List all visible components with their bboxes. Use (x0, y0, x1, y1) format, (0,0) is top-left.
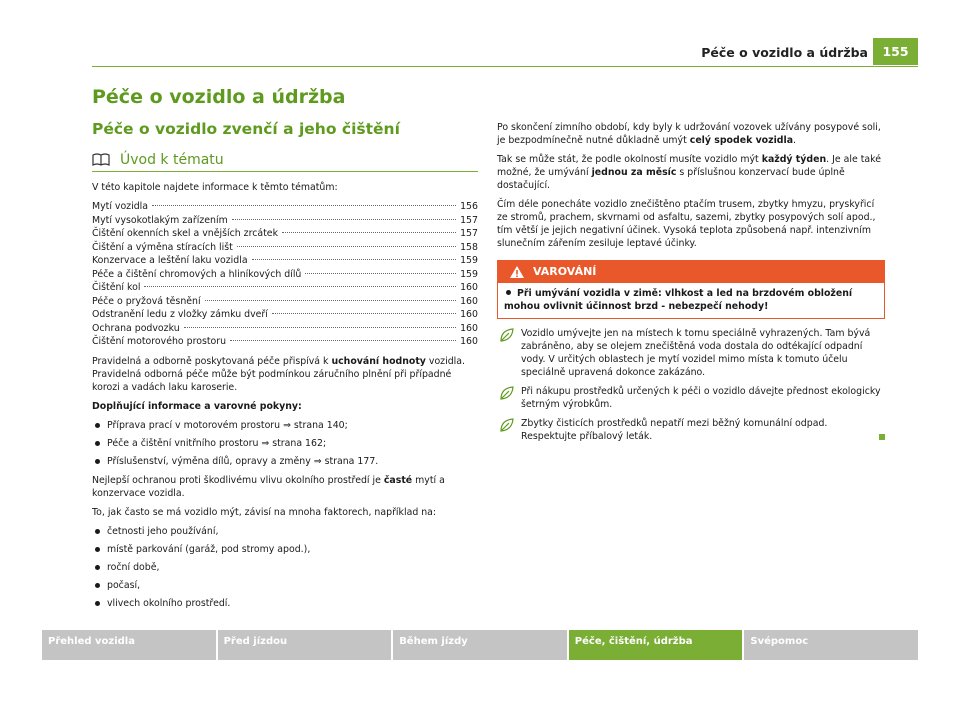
environment-note-text: Zbytky čisticích prostředků nepatří mezi běžný komunální odpad. Respektujte příbalový leták. (497, 417, 885, 443)
environment-note-text: Při nákupu prostředků určených k péči o vozidlo dávejte přednost ekologicky šetrným výrobkům. (521, 386, 881, 410)
list-item[interactable]: Péče a čištění vnitřního prostoru ⇒ strana 162; (92, 437, 478, 450)
toc-row[interactable]: Čištění kol 160 (92, 282, 478, 293)
toc-row[interactable]: Mytí vysokotlakým zařízením 157 (92, 214, 478, 226)
left-column (92, 181, 478, 616)
list-item[interactable]: Příprava prací v motorovém prostoru ⇒ strana 140; (92, 419, 478, 432)
header-title: Péče o vozidlo a údržba (701, 45, 868, 60)
list-item[interactable]: Příslušenství, výměna dílů, opravy a změny ⇒ strana 177. (92, 455, 478, 468)
environment-leaf-icon (499, 327, 515, 343)
header-rule (92, 66, 918, 67)
book-icon (92, 153, 110, 167)
protection-paragraph: Nejlepší ochranou proti škodlivému vlivu okolního prostředí je časté mytí a konzervace vozidla. (92, 474, 445, 499)
frequency-paragraph: To, jak často se má vozidlo mýt, závisí na mnoha faktorech, například na: (92, 506, 437, 518)
supplementary-list (92, 419, 478, 468)
footer-tabs (42, 630, 918, 660)
environment-note-text: Vozidlo umývejte jen na místech k tomu speciálně vyhrazených. Tam bývá zabráněno, aby se olejem znečištěná voda dostala do odtékající odpadní vody. V určitých oblastech je mytí vozidel mimo místa k tomuto účelu speciálně upravená dokonce zakázáno. (521, 328, 871, 378)
supplementary-heading: Doplňující informace a varovné pokyny: (92, 400, 302, 412)
section-title: Péče o vozidlo zvenčí a jeho čištění (92, 120, 400, 138)
topic-heading-text: Úvod k tématu (120, 152, 224, 168)
tab-care-cleaning-maintenance[interactable]: Péče, čištění, údržba (569, 630, 743, 660)
warning-text: Při umývání vozidla v zimě: vlhkost a led na brzdovém obložení mohou ovlivnit účinnost brzd - nebezpečí nehody! (497, 283, 885, 319)
environment-note (497, 327, 885, 379)
intro-text: V této kapitole najdete informace k těmto tématům: (92, 182, 338, 193)
tab-self-help[interactable]: Svépomoc (744, 630, 918, 660)
section-end-marker (879, 434, 885, 440)
warning-box (497, 260, 885, 319)
warning-triangle-icon (509, 265, 525, 279)
toc-row[interactable]: Péče a čištění chromových a hliníkových dílů 159 (92, 268, 478, 280)
toc-row[interactable]: Odstranění ledu z vložky zámku dveří 160 (92, 309, 478, 320)
list-item: počasí, (92, 579, 478, 592)
tab-before-driving[interactable]: Před jízdou (218, 630, 392, 660)
factors-list (92, 525, 478, 610)
toc-row[interactable]: Konzervace a leštění laku vozidla 159 (92, 255, 478, 266)
toc-row[interactable]: Ochrana podvozku 160 (92, 322, 478, 334)
weekly-paragraph: Tak se může stát, že podle okolností musíte vozidlo mýt každý týden. Je ale také možné, že umývání jednou za měsíc s příslušnou konzervací bude úplně dostačující. (497, 154, 882, 191)
value-paragraph: Pravidelná a odborně poskytovaná péče přispívá k uchování hodnoty vozidla. Pravidelná odborná péče může být podmínkou záručního plnění při případné korozi a vadách laku karoserie. (92, 355, 465, 393)
page-number: 155 (873, 38, 918, 65)
winter-paragraph: Po skončení zimního období, kdy byly k udržování vozovek užívány posypové soli, je bezpodmínečně nutné důkladně umýt celý spodek vozidla. (497, 122, 881, 146)
list-item: místě parkování (garáž, pod stromy apod.), (92, 543, 478, 556)
list-item: četnosti jeho používání, (92, 525, 478, 538)
warning-title: VAROVÁNÍ (533, 265, 597, 278)
list-item: roční době, (92, 561, 478, 574)
list-item: vlivech okolního prostředí. (92, 597, 478, 610)
toc-row[interactable]: Čištění motorového prostoru 160 (92, 336, 478, 347)
toc-row[interactable]: Mytí vozidla 156 (92, 201, 478, 212)
environment-leaf-icon (499, 417, 515, 433)
tab-vehicle-overview[interactable]: Přehled vozidla (42, 630, 216, 660)
toc-list (92, 200, 478, 349)
environment-leaf-icon (499, 385, 515, 401)
toc-row[interactable]: Čištění okenních skel a vnějších zrcátek 157 (92, 228, 478, 239)
toc-row[interactable]: Čištění a výměna stíracích lišt 158 (92, 241, 478, 253)
warning-header (497, 260, 885, 283)
tab-while-driving[interactable]: Během jízdy (393, 630, 567, 660)
environment-note (497, 385, 885, 411)
right-column (497, 121, 885, 449)
environment-note (497, 417, 885, 443)
dirt-paragraph: Čím déle ponecháte vozidlo znečištěno ptačím trusem, zbytky hmyzu, pryskyřicí ze stromů, prachem, skvrnami od asfaltu, sazemi, zbytky posypových solí apod., tím větší je jejich negativní účinek. Vysoká teplota způsobená např. intenzivním slunečním zářením zesiluje leptavé účinky. (497, 199, 876, 249)
topic-heading (92, 149, 478, 172)
toc-row[interactable]: Péče o pryžová těsnění 160 (92, 295, 478, 307)
chapter-title: Péče o vozidlo a údržba (92, 86, 346, 108)
